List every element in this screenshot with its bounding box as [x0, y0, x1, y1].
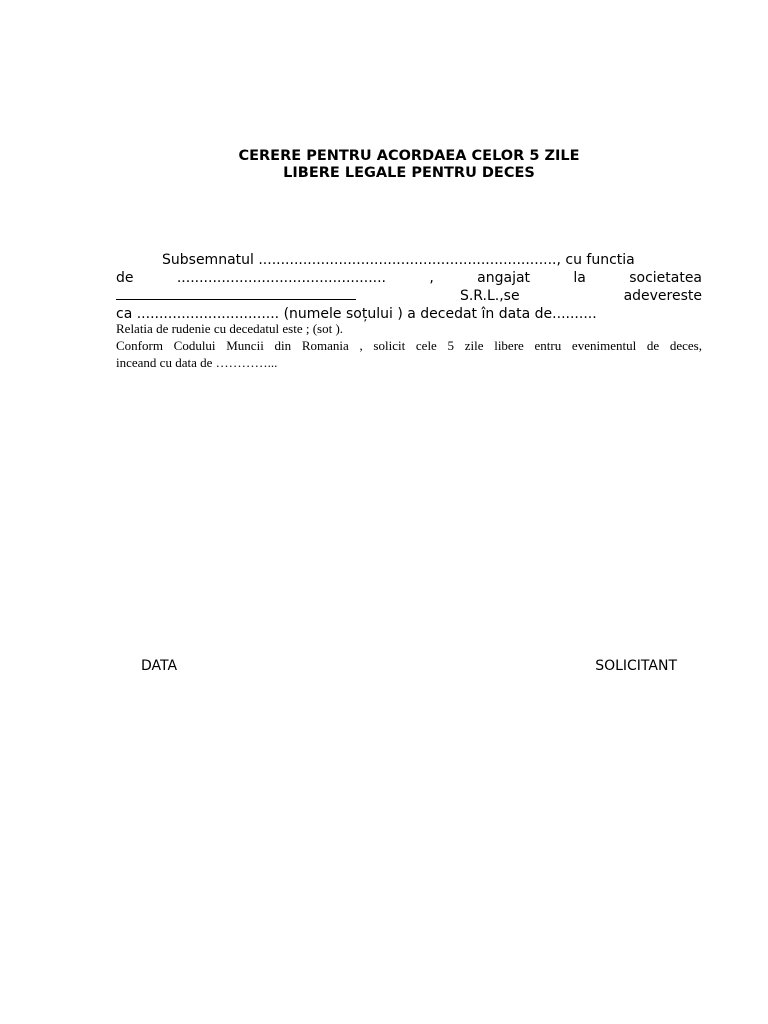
word-adevereste: adevereste [623, 288, 702, 304]
word-srl: S.R.L.,se [459, 288, 520, 304]
title-line-1: CERERE PENTRU ACORDAEA CELOR 5 ZILE [238, 148, 580, 164]
request-paragraph [116, 337, 702, 371]
word-la: la [573, 269, 586, 286]
relation-paragraph: Relatia de rudenie cu decedatul este ; (sot ). [116, 321, 344, 336]
declaration-line-1: Subsemnatul ..................................................................., cu functia [162, 252, 635, 268]
declaration-line-2 [116, 270, 702, 288]
function-blank: ............................................... [176, 269, 387, 286]
word-societatea: societatea [629, 269, 703, 286]
request-line-2: inceand cu data de …………... [116, 355, 278, 370]
comma: , [429, 269, 434, 286]
declaration-line-3 [116, 287, 702, 306]
title-line-2: LIBERE LEGALE PENTRU DECES [283, 165, 535, 181]
applicant-label: SOLICITANT [595, 658, 677, 674]
declaration-paragraph [116, 252, 702, 323]
word-angajat: angajat [477, 269, 531, 286]
company-name-blank [116, 287, 356, 300]
date-label: DATA [141, 658, 178, 674]
declaration-line-4: ca ................................ (numele soțului ) a decedat în data de.......... [116, 305, 597, 322]
request-line-1: Conform Codului Muncii din Romania , solicit cele 5 zile libere entru evenimentul de deces, [116, 338, 702, 353]
word-de: de [116, 269, 134, 286]
document-title [116, 148, 702, 182]
